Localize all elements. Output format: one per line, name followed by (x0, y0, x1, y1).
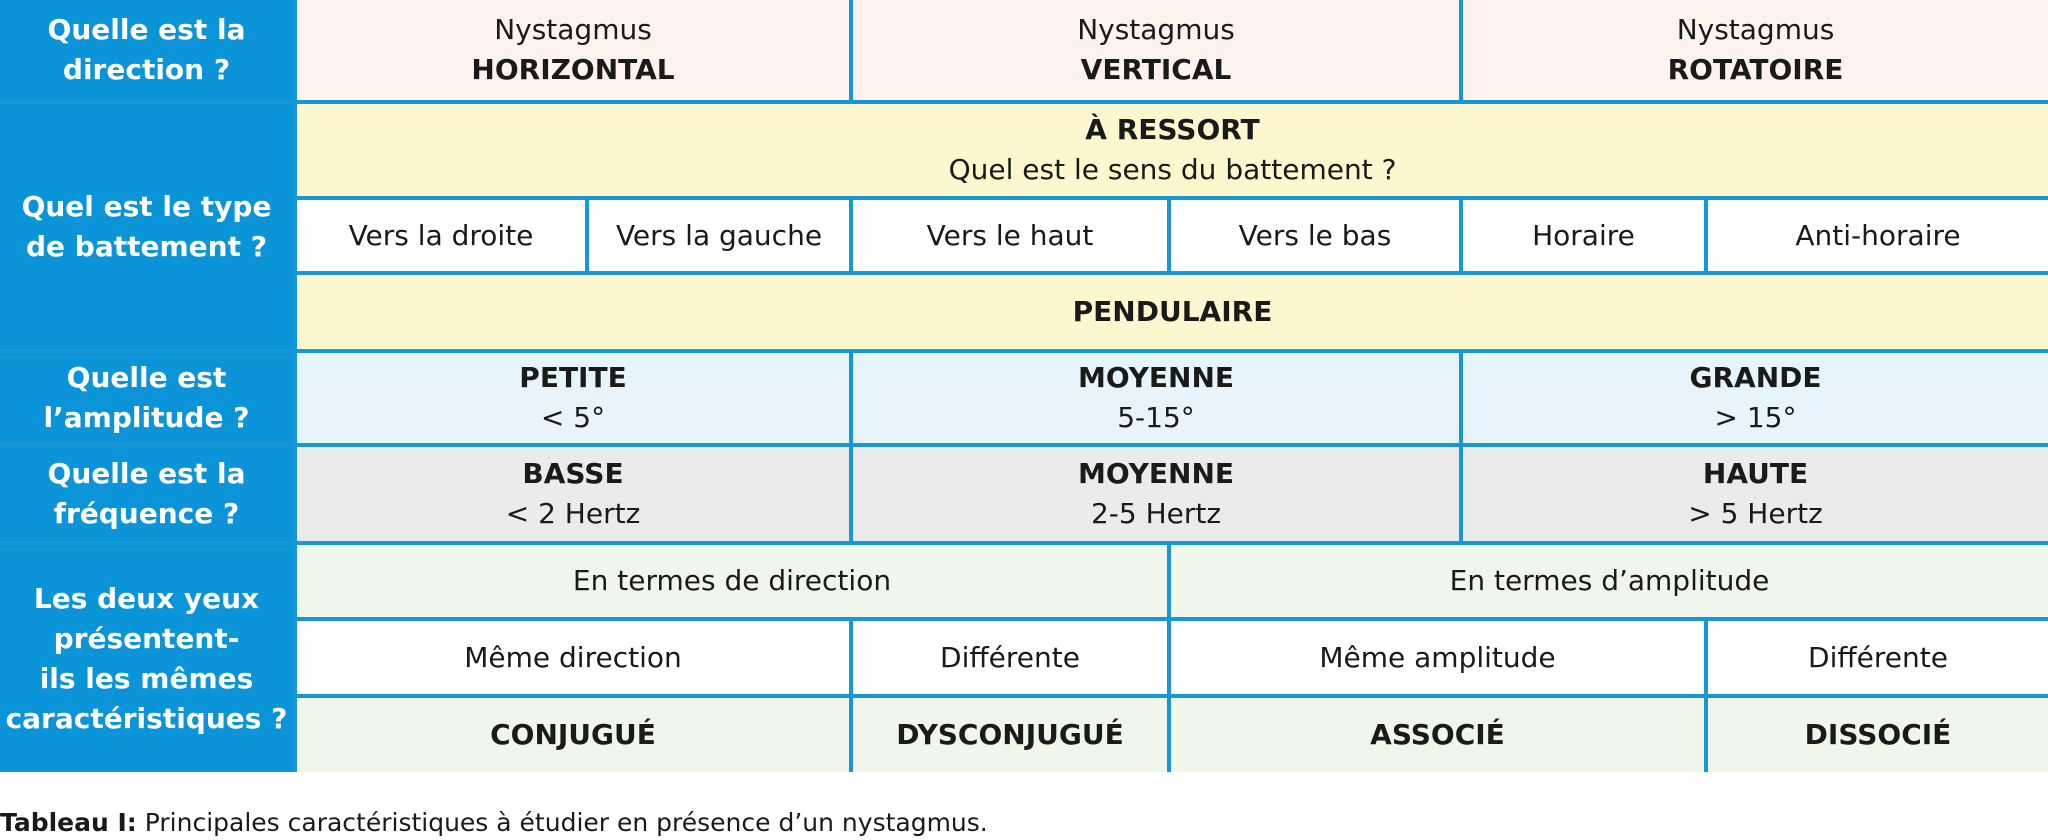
sense-right: Vers la droite (297, 200, 585, 271)
question-line: fréquence ? (53, 497, 240, 530)
amplitude-value: 5-15° (1117, 401, 1195, 434)
sense-clockwise: Horaire (1463, 200, 1704, 271)
criterion-same-direction: Même direction (297, 621, 849, 694)
question-amplitude (0, 353, 293, 443)
direction-name: VERTICAL (1080, 53, 1232, 86)
direction-prefix: Nystagmus (494, 13, 652, 46)
criterion-same-amplitude: Même amplitude (1171, 621, 1704, 694)
amplitude-level: MOYENNE (1077, 361, 1235, 394)
criterion-different-direction: Différente (853, 621, 1167, 694)
result-associe: ASSOCIÉ (1171, 698, 1704, 772)
pendulaire: PENDULAIRE (297, 275, 2048, 349)
ressort-title: À RESSORT (1085, 113, 1260, 146)
question-yeux (0, 545, 293, 772)
amplitude-level: GRANDE (1689, 361, 1822, 394)
question-direction (0, 0, 293, 100)
caption-label: Tableau I: (0, 808, 137, 837)
question-line: présentent- (53, 621, 240, 655)
direction-prefix: Nystagmus (1676, 13, 1835, 46)
caption-text: Principales caractéristiques à étudier en présence d’un nystagmus. (136, 808, 988, 837)
direction-rotatoire (1463, 0, 2048, 100)
ressort-subtitle: Quel est le sens du battement ? (948, 153, 1397, 186)
group-amplitude: En termes d’amplitude (1171, 545, 2048, 617)
frequence-level: MOYENNE (1077, 457, 1235, 490)
result-dissocie: DISSOCIÉ (1708, 698, 2048, 772)
result-dysconjugue: DYSCONJUGUÉ (853, 698, 1167, 772)
table-caption (0, 808, 988, 838)
question-frequence (0, 447, 293, 541)
question-line: l’amplitude ? (43, 401, 250, 434)
question-battement (0, 104, 293, 349)
group-direction: En termes de direction (297, 545, 1167, 617)
frequence-level: BASSE (522, 457, 624, 490)
question-line: Quelle est la (47, 13, 246, 46)
question-line: de battement ? (26, 229, 267, 263)
ressort-header (297, 104, 2048, 196)
sense-left: Vers la gauche (589, 200, 849, 271)
frequence-value: 2-5 Hertz (1090, 497, 1222, 530)
frequence-moyenne (853, 447, 1459, 541)
direction-prefix: Nystagmus (1077, 13, 1235, 46)
question-line: Quel est le type (21, 189, 272, 223)
question-line: direction ? (62, 53, 231, 86)
question-line: ils les mêmes (39, 661, 254, 695)
frequence-haute (1463, 447, 2048, 541)
direction-vertical (853, 0, 1459, 100)
question-line: Quelle est (66, 361, 227, 394)
amplitude-value: < 5° (540, 401, 606, 434)
direction-name: HORIZONTAL (471, 53, 675, 86)
frequence-value: < 2 Hertz (505, 497, 641, 530)
sense-down: Vers le bas (1171, 200, 1459, 271)
amplitude-value: > 15° (1714, 401, 1797, 434)
direction-horizontal (297, 0, 849, 100)
question-line: caractéristiques ? (5, 701, 288, 735)
direction-name: ROTATOIRE (1667, 53, 1844, 86)
criterion-different-amplitude: Différente (1708, 621, 2048, 694)
sense-counterclockwise: Anti-horaire (1708, 200, 2048, 271)
amplitude-petite (297, 353, 849, 443)
question-line: Quelle est la (47, 457, 246, 490)
sense-up: Vers le haut (853, 200, 1167, 271)
amplitude-grande (1463, 353, 2048, 443)
amplitude-moyenne (853, 353, 1459, 443)
frequence-level: HAUTE (1702, 457, 1809, 490)
result-conjugue: CONJUGUÉ (297, 698, 849, 772)
amplitude-level: PETITE (519, 361, 627, 394)
question-line: Les deux yeux (33, 581, 260, 615)
frequence-value: > 5 Hertz (1688, 497, 1823, 530)
frequence-basse (297, 447, 849, 541)
